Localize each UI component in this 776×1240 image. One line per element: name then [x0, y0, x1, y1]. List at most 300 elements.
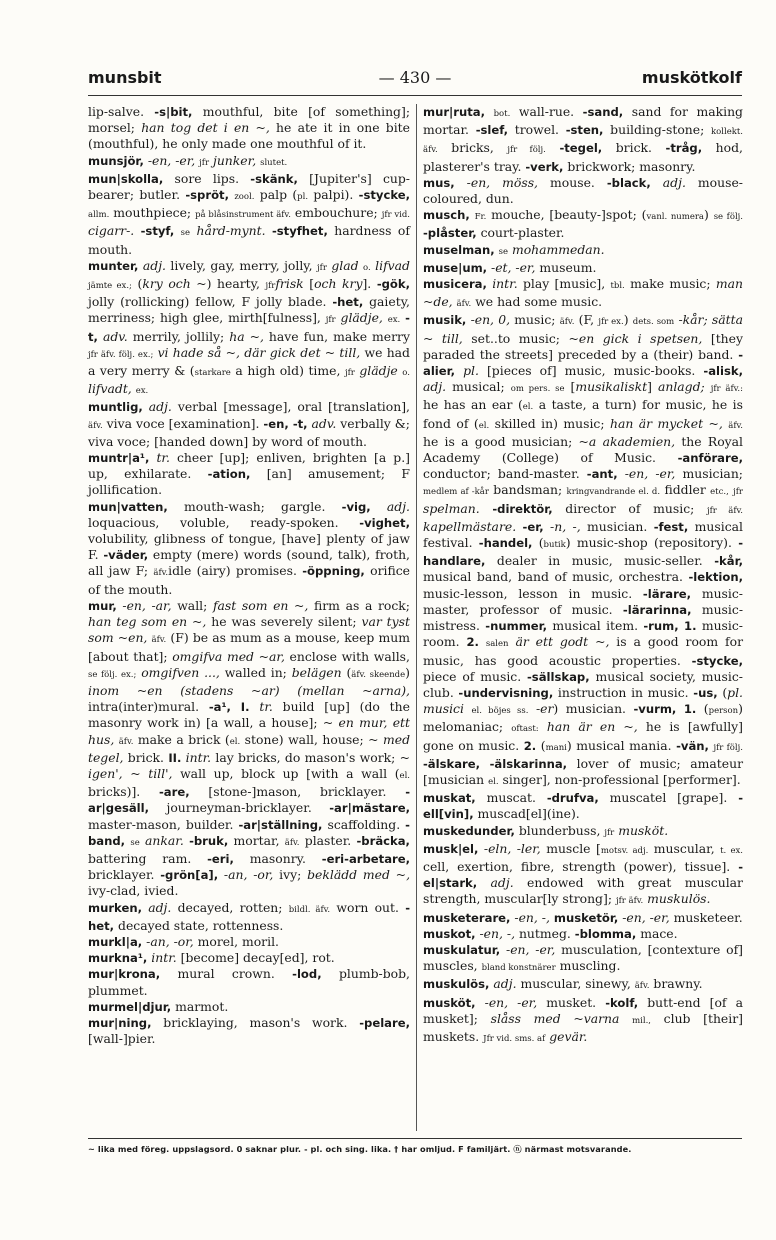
entry-text: musical festival. — [423, 518, 743, 551]
entry-text: music-lesson, lesson in music. — [423, 585, 643, 601]
entry-text: ( — [717, 684, 728, 700]
entry-text — [651, 175, 663, 190]
entry-headword: -stycke, — [358, 188, 410, 203]
entry-text: decayed, rotten; — [171, 899, 289, 915]
entry-headword: -ant, — [586, 467, 618, 482]
entry-text: [ — [303, 276, 315, 292]
entry-headword: mur|krona, — [88, 967, 161, 982]
dictionary-entry — [423, 995, 743, 1048]
entry-text: set..to music; — [462, 330, 569, 346]
entry-text: jfr — [733, 487, 743, 498]
entry-headword: -sten, — [565, 123, 604, 138]
entry-text: jfr — [325, 315, 336, 326]
entry-text: lifvad — [375, 257, 410, 273]
entry-text: ( — [532, 535, 544, 551]
entry-text: ex. — [387, 315, 401, 326]
entry-text: museum. — [535, 259, 597, 275]
entry-headword: -vän, — [676, 738, 709, 753]
entry-text: ~en gick i spetsen, — [568, 330, 703, 346]
entry-text: ) melomaniac; — [423, 701, 743, 735]
entry-text: tr. — [156, 450, 170, 466]
entry-text: etc., — [710, 487, 729, 498]
entry-text: person — [708, 706, 739, 717]
entry-text: [an] amusement; F jollification. — [88, 466, 410, 498]
entry-headword: -el|stark, — [423, 859, 743, 891]
entry-headword: murkna¹, — [88, 951, 148, 966]
entry-text: viva voce [examination]. — [102, 415, 264, 431]
entry-text: mouse-coloured, dun. — [423, 174, 743, 207]
entry-text: we had a very merry & ( — [88, 344, 410, 379]
entry-text: intr. — [185, 749, 212, 765]
entry-text: brick. — [602, 140, 666, 156]
entry-text: [wall-]pier. — [88, 1031, 156, 1047]
entry-text: bricklaying, mason's work. — [151, 1014, 360, 1030]
entry-headword: -en, -t, — [263, 416, 308, 431]
entry-text: adv. — [102, 328, 128, 344]
entry-text: have fun, make merry — [263, 328, 410, 344]
entry-text: ~ med tegel, — [88, 731, 411, 765]
dictionary-entry — [423, 942, 743, 976]
entry-text: dealer in music, music-seller. — [485, 553, 715, 569]
abbreviation-legend: ~ lika med föreg. uppslagsord. 0 saknar plur. - pl. och sing. lika. † har omljud. F familjärt. ⓝ närmast motsvarande. — [88, 1144, 632, 1154]
entry-headword: -direktör, — [492, 501, 553, 516]
entry-text: stone) wall, house; — [240, 731, 369, 747]
entry-text: ( — [696, 701, 709, 717]
dictionary-entry — [423, 926, 743, 942]
entry-text: han är mycket ~, — [609, 415, 723, 431]
entry-text: musical band, band of music, orchestra. — [423, 569, 689, 585]
entry-text: palpi). — [308, 187, 359, 203]
entry-text: mouthpiece; — [109, 205, 196, 221]
entry-headword: 1. — [683, 702, 697, 717]
entry-headword: muskot, — [423, 926, 476, 941]
entry-text: ankar. — [145, 832, 184, 848]
entry-text — [455, 363, 463, 378]
entry-text: nutmeg. — [515, 925, 575, 941]
entry-text: lip-salve. — [88, 104, 155, 119]
entry-text: adj. — [493, 976, 517, 992]
entry-text: hod, plasterer's tray. — [423, 140, 743, 174]
entry-text: club [their] muskets. — [423, 1010, 743, 1044]
entry-text: äfv. — [284, 837, 300, 848]
entry-text: ) — [623, 312, 633, 328]
entry-text: bandsman; — [488, 482, 567, 498]
entry-text: brickwork; masonry. — [563, 158, 696, 174]
entry-text: musköt. — [618, 822, 669, 838]
entry-headword: -grön[a], — [160, 868, 219, 883]
entry-headword: -lärare, — [642, 586, 692, 601]
entry-text: -en, -er, — [484, 994, 538, 1010]
entry-text: och kry — [314, 276, 363, 292]
entry-text: ex. — [135, 386, 149, 397]
entry-text: mural crown. — [160, 966, 293, 982]
dictionary-entry — [88, 950, 410, 966]
entry-text: bricks, — [437, 140, 508, 156]
entry-text: plumb-bob, plummet. — [88, 966, 410, 998]
entry-text: ~ en mur, ett hus, — [88, 715, 410, 747]
entry-text: (F, — [574, 312, 599, 328]
entry-text — [476, 995, 485, 1010]
entry-text: muscular, — [648, 840, 721, 856]
entry-text: loquacious, voluble, ready-spoken. — [88, 514, 360, 530]
entry-text: -en, -ar, — [122, 597, 172, 613]
entry-text: muscling. — [555, 958, 621, 974]
entry-headword: -sällskap, — [527, 669, 590, 684]
entry-text: o. — [402, 368, 410, 379]
entry-text: el. — [229, 736, 241, 747]
entry-text: embouchure; — [290, 205, 382, 221]
page-header — [88, 68, 742, 90]
entry-headword: II. — [168, 750, 182, 765]
entry-text: musical society, music-club. — [423, 668, 743, 700]
entry-headword: -handlare, — [423, 536, 743, 569]
dictionary-entry — [88, 399, 410, 450]
entry-headword: murmel|djur, — [88, 999, 172, 1014]
entry-text: masonry. — [233, 850, 322, 866]
entry-text: el. — [488, 776, 499, 787]
dictionary-entry — [88, 1015, 410, 1047]
entry-headword: murken, — [88, 900, 142, 915]
dictionary-entry — [88, 153, 410, 171]
entry-text: muscular, sinewy, — [516, 976, 635, 992]
entry-headword: -ar|ställning, — [238, 817, 323, 832]
entry-text: a taste, a turn) for music, he is fond of ( — [423, 397, 743, 431]
dictionary-entry — [423, 207, 743, 241]
entry-text: [pieces of] music, music-books. — [478, 363, 704, 379]
entry-text: jfr — [604, 827, 615, 838]
dictionary-entry — [88, 900, 410, 934]
entry-headword: muskat, — [423, 791, 476, 806]
entry-text: jfr följ. — [713, 742, 743, 753]
entry-text: äfv. — [118, 736, 134, 747]
entry-text: -en, möss, — [466, 174, 538, 190]
dictionary-entry — [88, 934, 410, 950]
column-divider — [416, 104, 417, 1131]
dictionary-entry — [423, 910, 743, 926]
entry-text: fast som en ~, — [212, 597, 309, 613]
entry-text: junker, — [212, 152, 257, 168]
entry-text: pl. — [297, 192, 309, 203]
entry-headword: -styfhet, — [271, 224, 328, 239]
entry-headword: -älskare, — [423, 756, 481, 771]
entry-text: jfr — [344, 368, 355, 379]
dictionary-entry — [88, 171, 410, 258]
entry-headword: -er, — [522, 519, 544, 534]
entry-text: starkare — [194, 368, 231, 379]
entry-text: -en, -er, — [624, 466, 676, 482]
entry-text: ( — [131, 276, 143, 292]
entry-text: kringvandrande el. d. — [566, 487, 661, 498]
entry-headword: -rum, — [643, 619, 679, 634]
entry-text: we had some music. — [471, 294, 603, 310]
entry-text: sand for making mortar. — [423, 104, 743, 138]
entry-text: musical item. — [547, 618, 644, 634]
entry-headword: -verk, — [525, 159, 564, 174]
entry-text: verbal [message], oral [translation], — [171, 399, 410, 415]
entry-text: muscad[el](ine). — [473, 806, 580, 822]
entry-headword: musik, — [423, 313, 467, 328]
entry-text: musculation, [contexture of] muscles, — [423, 941, 743, 974]
entry-headword: -handel, — [478, 536, 533, 551]
entry-text: jämte ex.; — [88, 281, 132, 292]
entry-text: music-master, professor of music. — [423, 585, 743, 617]
entry-text: oftast: — [511, 724, 539, 735]
entry-text: building-stone; — [603, 122, 711, 138]
entry-text: mouse. — [538, 174, 607, 190]
entry-headword: -het, — [332, 295, 364, 310]
entry-text: jfr äfv.: — [710, 384, 743, 395]
entry-headword: -bräcka, — [356, 833, 410, 848]
entry-text: mil., — [632, 1015, 651, 1026]
right-column — [423, 104, 743, 1047]
entry-text: ) — [405, 664, 410, 680]
entry-text: omgifva med ~ar, — [172, 648, 285, 664]
entry-text: fiddler — [660, 482, 711, 498]
entry-text: tr. — [259, 699, 273, 715]
entry-text: ] — [647, 379, 658, 395]
dictionary-entry — [423, 790, 743, 822]
entry-text: pl. — [463, 363, 479, 379]
entry-text: bildl. äfv. — [288, 904, 331, 915]
entry-headword: mun|vatten, — [88, 499, 168, 514]
entry-text: ( — [341, 664, 352, 680]
dictionary-entry — [88, 966, 410, 998]
entry-headword: -öppning, — [302, 564, 365, 579]
entry-headword: -alisk, — [703, 364, 743, 379]
entry-text: motsv. adj. — [600, 845, 649, 856]
entry-text: music-mistress. — [423, 601, 744, 634]
entry-text: battering ram. — [88, 850, 208, 866]
entry-text: tbl. — [610, 281, 625, 292]
entry-text: el. — [522, 402, 534, 413]
entry-text — [231, 699, 241, 714]
entry-text: el. — [399, 770, 410, 781]
right-guide-word: muskötkolf — [641, 68, 742, 87]
entry-headword: -spröt, — [185, 188, 229, 203]
entry-text — [479, 634, 486, 649]
entry-text: intr. — [151, 950, 177, 966]
entry-text: [become] decay[ed], rot. — [176, 950, 335, 966]
entry-headword: -undervisning, — [458, 685, 554, 700]
entry-text: se — [498, 246, 508, 257]
entry-text: jfr vid. — [381, 210, 411, 221]
entry-text: på blåsinstrument äfv. — [195, 210, 291, 221]
entry-text: brawny. — [649, 976, 703, 992]
entry-headword: -styf, — [140, 224, 175, 239]
entry-text: ) — [704, 207, 714, 223]
entry-text: äfv. — [153, 568, 169, 579]
entry-text: adv. — [311, 415, 337, 431]
entry-text: gaiety, merriness; high glee, mirth[fulness], — [88, 294, 410, 326]
entry-text: (F) be as mum as a mouse, keep mum [about that]; — [88, 630, 410, 664]
entry-text — [371, 499, 387, 514]
entry-headword: -a¹, — [208, 700, 231, 715]
entry-text: allm. — [88, 210, 110, 221]
entry-headword: -blomma, — [574, 926, 637, 941]
dictionary-entry — [423, 276, 743, 312]
entry-text: merrily, jollily; — [127, 328, 230, 344]
entry-headword: -ation, — [207, 467, 251, 482]
entry-text: musical; — [446, 379, 511, 395]
entry-headword: -plåster, — [423, 226, 477, 241]
entry-text: [stone-]mason, bricklayer. — [189, 784, 406, 800]
entry-text: äfv. — [728, 420, 743, 431]
entry-text: musketeer. — [669, 909, 743, 925]
entry-text: [ — [564, 379, 576, 395]
entry-text: ivy-clad, ivied. — [88, 883, 179, 899]
dictionary-entry — [423, 260, 743, 276]
entry-text — [480, 501, 493, 516]
entry-text: play [music], — [517, 276, 611, 292]
entry-headword: munsjör, — [88, 153, 144, 168]
entry-headword: muse|um, — [423, 260, 488, 275]
entry-text: jfr — [317, 262, 327, 273]
entry-text: musician; — [675, 466, 743, 482]
entry-headword: mus, — [423, 175, 455, 190]
entry-headword: -s|bit, — [154, 105, 193, 119]
entry-text: mortar, — [228, 832, 285, 848]
entry-headword: 2. — [466, 635, 479, 650]
entry-text: lay bricks, do mason's work; — [211, 749, 400, 765]
entry-text: mace. — [636, 925, 678, 941]
entry-headword: musketerare, — [423, 910, 511, 925]
entry-text: jfr följ. — [507, 145, 546, 156]
entry-text: intr. — [492, 276, 518, 292]
entry-text: el. böjes ss. — [471, 706, 529, 717]
entry-text: lifvadt, — [88, 381, 132, 397]
dictionary-entry — [88, 598, 410, 900]
entry-text: t. ex. — [720, 845, 743, 856]
dictionary-entry — [88, 999, 410, 1015]
entry-text: ha ~, — [229, 328, 264, 344]
entry-text — [618, 466, 625, 481]
entry-text: he has an ear ( — [423, 397, 523, 413]
entry-text: wall up, block up [with a wall ( — [172, 765, 400, 781]
entry-text — [455, 175, 467, 190]
entry-text: beklädd med ~, — [307, 867, 411, 883]
entry-text: musikaliskt — [575, 379, 648, 395]
entry-text: glädje, — [340, 310, 383, 326]
entry-headword: -band, — [88, 817, 410, 848]
entry-text: se följ. — [713, 212, 744, 223]
entry-text: slutet. — [260, 157, 288, 168]
entry-text: han teg som en ~, — [88, 614, 207, 630]
entry-text: plaster. — [299, 832, 357, 848]
entry-text: worn out. — [330, 899, 406, 915]
entry-text: idle (airy) promises. — [168, 563, 303, 579]
dictionary-entry — [423, 312, 743, 790]
entry-headword: -lod, — [292, 967, 322, 982]
entry-text: zool. — [234, 192, 255, 203]
entry-headword: -us, — [693, 685, 718, 700]
entry-text: kapellmästare. — [423, 518, 517, 534]
entry-text: glad — [331, 257, 359, 273]
entry-text: palp ( — [254, 187, 298, 203]
entry-text: mouthful, bite [of something]; morsel; — [88, 104, 410, 136]
entry-text: musket. — [537, 994, 606, 1010]
entry-headword: mur|ning, — [88, 1015, 152, 1030]
entry-text: lively, gay, merry, jolly, — [165, 257, 318, 273]
entry-text: scaffolding. — [322, 816, 406, 832]
entry-text: ) musician. — [553, 701, 634, 717]
entry-text: -et, -er, — [491, 259, 536, 275]
dictionary-entry — [88, 104, 410, 153]
entry-text: build [up] (do the masonry work in) [a wall, a house]; — [88, 699, 410, 731]
entry-text: jfr — [265, 281, 276, 292]
entry-text — [477, 875, 490, 890]
entry-headword: -t, — [88, 311, 410, 344]
entry-headword: musketör, — [553, 910, 619, 925]
entry-text: äfv. — [456, 299, 472, 310]
entry-text: medlem af -kår — [423, 487, 489, 498]
dictionary-entry — [423, 976, 743, 994]
entry-text: butt-end [of a musket]; — [423, 994, 743, 1026]
entry-text — [250, 699, 260, 714]
entry-headword: -eri-arbetare, — [321, 851, 410, 866]
entry-text: muscat. — [475, 790, 547, 806]
entry-text: -kår; — [678, 312, 708, 328]
entry-headword: muskedunder, — [423, 823, 515, 838]
entry-headword: -sand, — [582, 105, 624, 119]
entry-headword: -slef, — [475, 123, 509, 138]
entry-headword: I. — [240, 700, 250, 715]
entry-text: muskulös. — [647, 891, 711, 907]
entry-text: äfv. skeende — [351, 669, 406, 680]
entry-headword: mun|skolla, — [88, 171, 164, 186]
entry-text: journeyman-bricklayer. — [149, 800, 330, 816]
entry-text: piece of music. — [423, 668, 527, 684]
entry-headword: mur|ruta, — [423, 105, 486, 119]
entry-text: ~ igen', ~ till', — [88, 749, 410, 781]
entry-headword: -kår, — [714, 554, 743, 569]
entry-headword: -kolf, — [605, 995, 639, 1010]
entry-text: äfv. — [151, 635, 167, 646]
entry-text: hård-mynt. — [196, 223, 266, 239]
entry-text: singer], non-professional [performer]. — [498, 771, 741, 787]
entry-headword: 2. — [523, 738, 537, 753]
entry-text: intra(inter)mural. — [88, 699, 209, 715]
entry-headword: muntr|a¹, — [88, 451, 150, 466]
entry-text: the Royal Academy (College) of Music. — [423, 433, 744, 466]
entry-headword: -het, — [88, 900, 410, 933]
entry-text: a high old) time, — [230, 363, 345, 379]
entry-text: spelman. — [423, 500, 480, 516]
entry-text: adj. — [662, 174, 686, 190]
entry-text: -en, 0, — [470, 312, 511, 328]
entry-text: wall; — [171, 597, 213, 613]
entry-text — [676, 701, 684, 716]
entry-text: äfv. — [559, 317, 575, 328]
entry-text: ~a akademien, — [578, 433, 676, 449]
entry-text: brick. — [123, 749, 169, 765]
dictionary-entry — [423, 841, 743, 910]
entry-text: firm as a rock; — [308, 597, 410, 613]
entry-headword: muskulös, — [423, 977, 490, 992]
entry-headword: musk|el, — [423, 841, 479, 856]
entry-headword: -stycke, — [691, 653, 743, 668]
entry-text: -er — [535, 701, 554, 717]
entry-text: marmot. — [171, 998, 229, 1014]
entry-text: make music; — [624, 276, 716, 292]
dictionary-entry — [423, 242, 743, 260]
entry-text: adj. — [148, 899, 172, 915]
entry-headword: -pelare, — [359, 1015, 410, 1030]
entry-headword: muntlig, — [88, 400, 143, 415]
entry-text: adj. — [386, 498, 410, 514]
entry-text: mouche, [beauty-]spot; ( — [486, 207, 647, 223]
entry-text: kry och ~ — [142, 276, 207, 292]
entry-text: endowed with great muscular strength, muscular[ly strong]; — [423, 875, 743, 907]
